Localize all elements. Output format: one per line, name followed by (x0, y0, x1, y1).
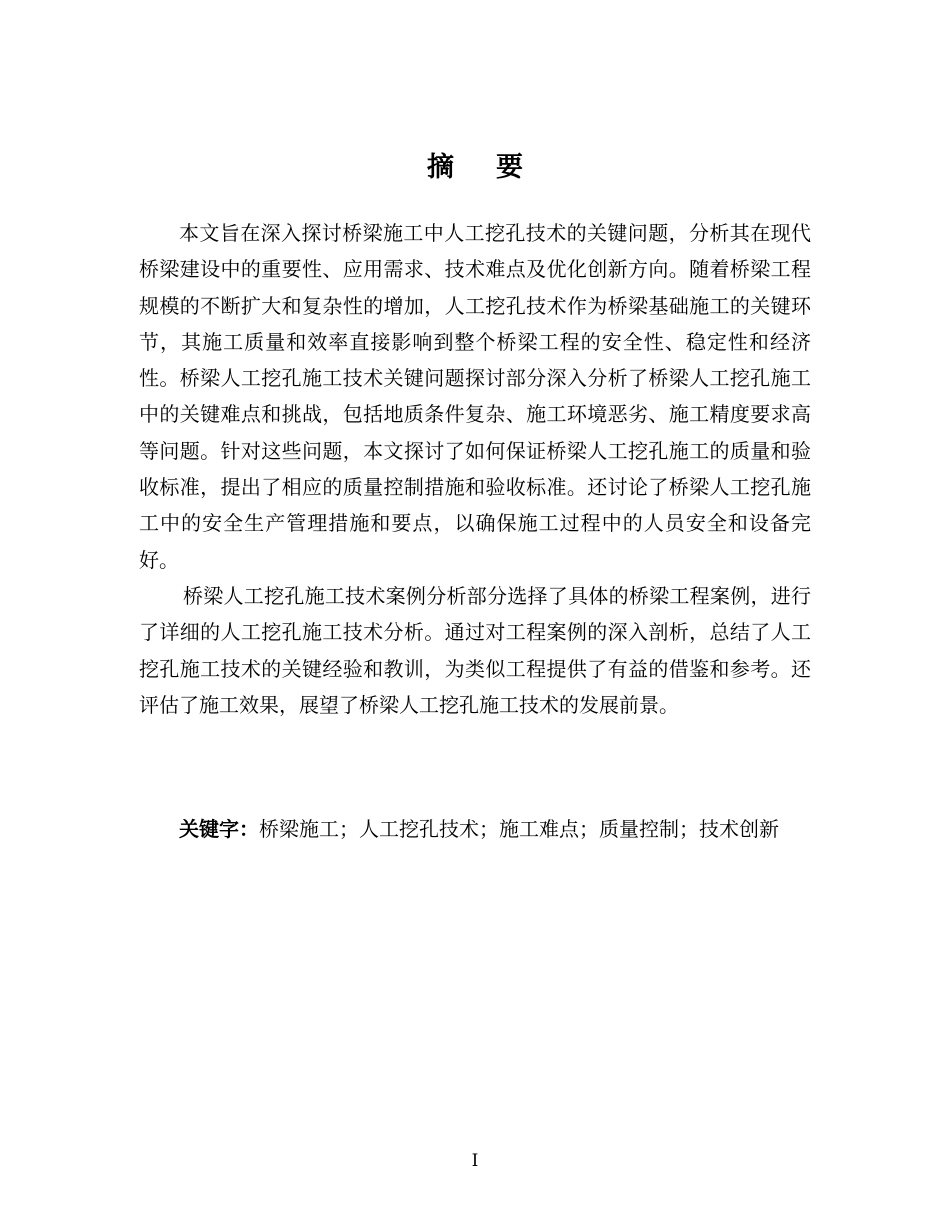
abstract-paragraph-2: 桥梁人工挖孔施工技术案例分析部分选择了具体的桥梁工程案例，进行了详细的人工挖孔施工技术分析。通过对工程案例的深入剖析，总结了人工挖孔施工技术的关键经验和教训，为类似工程提供了有益的借鉴和参考。还评估了施工效果，展望了桥梁人工挖孔施工技术的发展前景。 (139, 583, 811, 717)
abstract-paragraph-1: 本文旨在深入探讨桥梁施工中人工挖孔技术的关键问题，分析其在现代桥梁建设中的重要性、应用需求、技术难点及优化创新方向。随着桥梁工程规模的不断扩大和复杂性的增加，人工挖孔技术作为桥梁基础施工的关键环节，其施工质量和效率直接影响到整个桥梁工程的安全性、稳定性和经济性。桥梁人工挖孔施工技术关键问题探讨部分深入分析了桥梁人工挖孔施工中的关键难点和挑战，包括地质条件复杂、施工环境恶劣、施工精度要求高等问题。针对这些问题，本文探讨了如何保证桥梁人工挖孔施工的质量和验收标准，提出了相应的质量控制措施和验收标准。还讨论了桥梁人工挖孔施工中的安全生产管理措施和要点，以确保施工过程中的人员安全和设备完好。 (139, 221, 811, 572)
page-number: I (471, 1151, 479, 1171)
keywords-line (139, 811, 811, 847)
keywords-label: 关键字： (179, 817, 259, 841)
keywords-text: 桥梁施工；人工挖孔技术；施工难点；质量控制；技术创新 (259, 817, 779, 841)
abstract-title: 摘要 (427, 152, 565, 183)
abstract-body (139, 215, 811, 723)
